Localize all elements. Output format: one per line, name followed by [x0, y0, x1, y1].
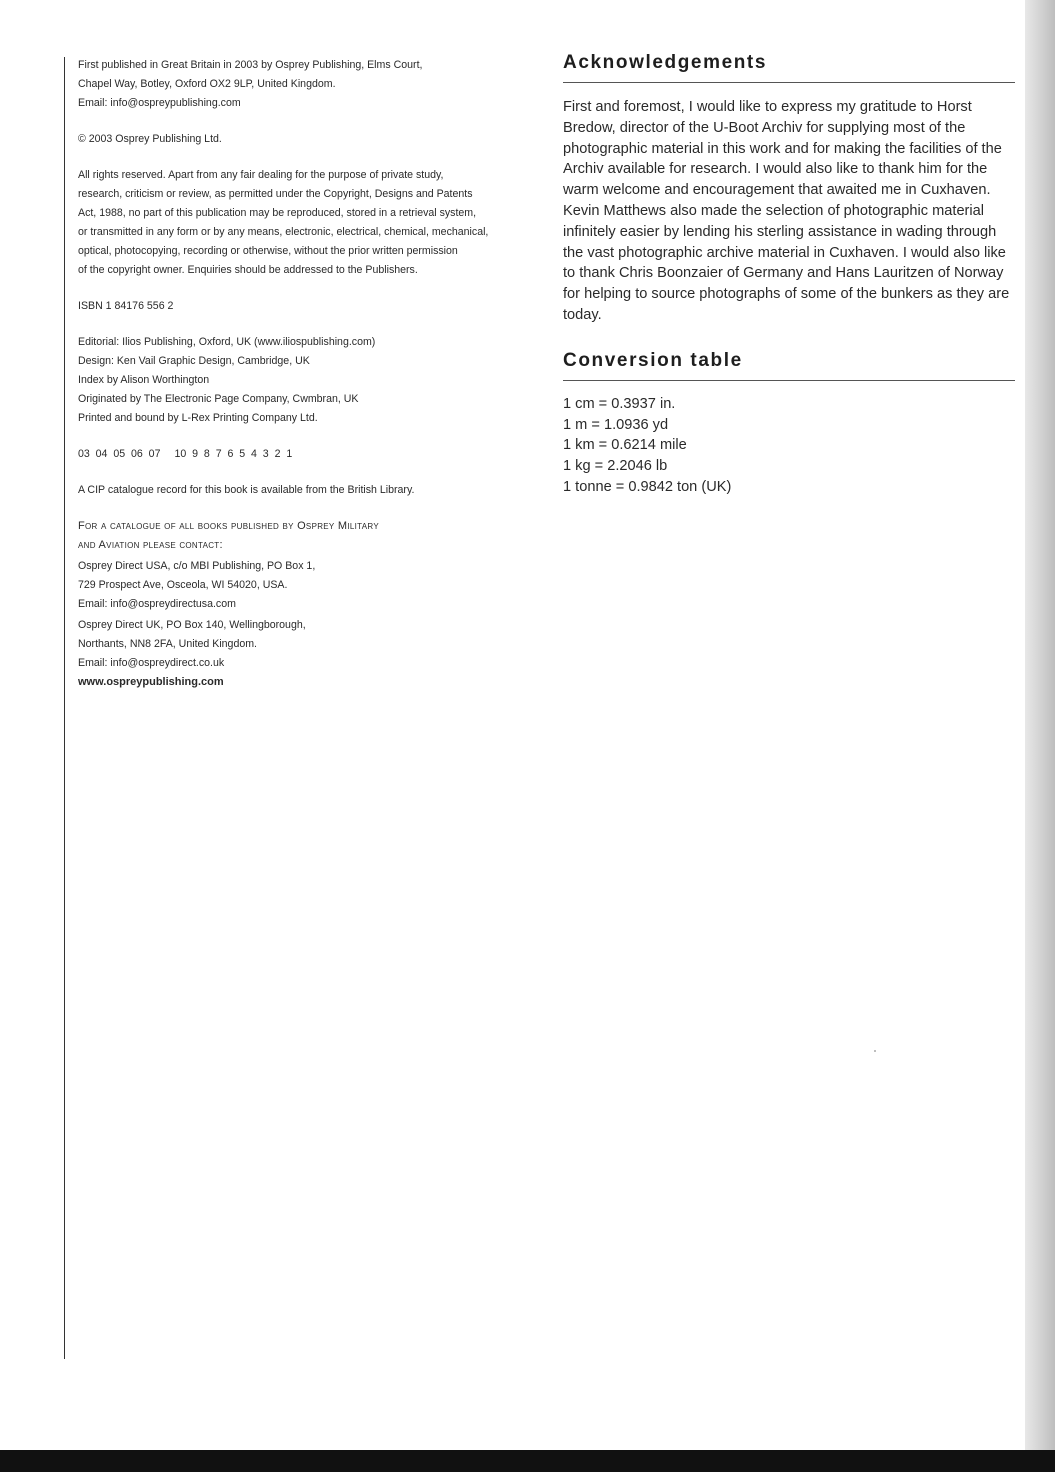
rights-line: optical, photocopying, recording or otherwise, without the prior written permission — [78, 245, 458, 257]
rights-line: Act, 1988, no part of this publication may be reproduced, stored in a retrieval system, — [78, 207, 477, 219]
imprint-line: Chapel Way, Botley, Oxford OX2 9LP, United Kingdom. — [78, 78, 336, 90]
rights-line: research, criticism or review, as permitted under the Copyright, Designs and Patents — [78, 188, 473, 200]
contact-email: Email: info@ospreydirect.co.uk — [78, 657, 225, 669]
conversion-row: 1 m = 1.0936 yd — [563, 416, 669, 433]
heading-rule — [563, 82, 1015, 83]
print-years: 03 04 05 06 07 — [78, 448, 161, 460]
contact-uk — [78, 616, 528, 673]
rights-line: All rights reserved. Apart from any fair dealing for the purpose of private study, — [78, 169, 444, 181]
isbn: ISBN 1 84176 556 2 — [78, 300, 174, 312]
heading-rule — [563, 380, 1015, 381]
acknowledgements-heading: Acknowledgements — [563, 52, 768, 73]
conversion-row: 1 kg = 2.2046 lb — [563, 458, 668, 475]
imprint-column — [78, 56, 528, 692]
print-numbers: 10 9 8 7 6 5 4 3 2 1 — [174, 448, 293, 460]
cip-notice: A CIP catalogue record for this book is available from the British Library. — [78, 484, 415, 496]
contact-email: Email: info@ospreydirectusa.com — [78, 598, 236, 610]
publisher-email: Email: info@ospreypublishing.com — [78, 97, 241, 109]
credit-line: Printed and bound by L-Rex Printing Company Ltd. — [78, 412, 318, 424]
credits-block — [78, 333, 528, 428]
catalogue-heading — [78, 517, 528, 555]
rights-line: of the copyright owner. Enquiries should be addressed to the Publishers. — [78, 264, 418, 276]
conversion-heading: Conversion table — [563, 349, 743, 371]
catalogue-heading-line: and Aviation please contact: — [78, 539, 223, 551]
conversion-row: 1 tonne = 0.9842 ton (UK) — [563, 478, 732, 495]
contact-line: 729 Prospect Ave, Osceola, WI 54020, USA. — [78, 579, 288, 591]
rights-line: or transmitted in any form or by any means, electronic, electrical, chemical, mechanical, — [78, 226, 489, 238]
contact-usa — [78, 557, 528, 614]
website: www.ospreypublishing.com — [78, 676, 224, 688]
contact-line: Osprey Direct UK, PO Box 140, Wellingborough, — [78, 619, 306, 631]
scan-speck — [874, 1050, 876, 1052]
main-column — [563, 52, 1015, 498]
credit-line: Design: Ken Vail Graphic Design, Cambridge, UK — [78, 355, 310, 367]
contact-line: Osprey Direct USA, c/o MBI Publishing, PO Box 1, — [78, 560, 316, 572]
first-published-block — [78, 56, 528, 113]
credit-line: Originated by The Electronic Page Company, Cwmbran, UK — [78, 393, 359, 405]
imprint-line: First published in Great Britain in 2003 by Osprey Publishing, Elms Court, — [78, 59, 423, 71]
scan-bottom-border — [0, 1450, 1055, 1472]
copyright-notice: © 2003 Osprey Publishing Ltd. — [78, 133, 222, 145]
page-edge-shadow — [1025, 0, 1055, 1450]
acknowledgements-body: First and foremost, I would like to express my gratitude to Horst Bredow, director of the U-Boot Archiv for supplying most of the photographic material in this work and for making the facilities of the Archiv available for research. I would also like to thank him for the warm welcome and encouragement that awaited me in Cuxhaven. Kevin Matthews also made the selection of photographic material infinitely easier by lending his sterling assistance in wading through the vast photographic archive material in Cuxhaven. I would also like to thank Chris Boonzaier of Germany and Hans Lauritzen of Norway for helping to source photographs of some of the bunkers as they are today. — [563, 99, 1010, 323]
conversion-row: 1 km = 0.6214 mile — [563, 437, 687, 454]
credit-line: Index by Alison Worthington — [78, 374, 210, 386]
rights-block — [78, 166, 528, 280]
credit-line: Editorial: Ilios Publishing, Oxford, UK (www.iliospublishing.com) — [78, 336, 376, 348]
conversion-list — [563, 394, 1015, 498]
print-line — [78, 445, 528, 464]
catalogue-heading-line: For a catalogue of all books published by Osprey Military — [78, 520, 379, 532]
conversion-row: 1 cm = 0.3937 in. — [563, 395, 676, 412]
contact-line: Northants, NN8 2FA, United Kingdom. — [78, 638, 258, 650]
margin-rule — [64, 57, 65, 1359]
